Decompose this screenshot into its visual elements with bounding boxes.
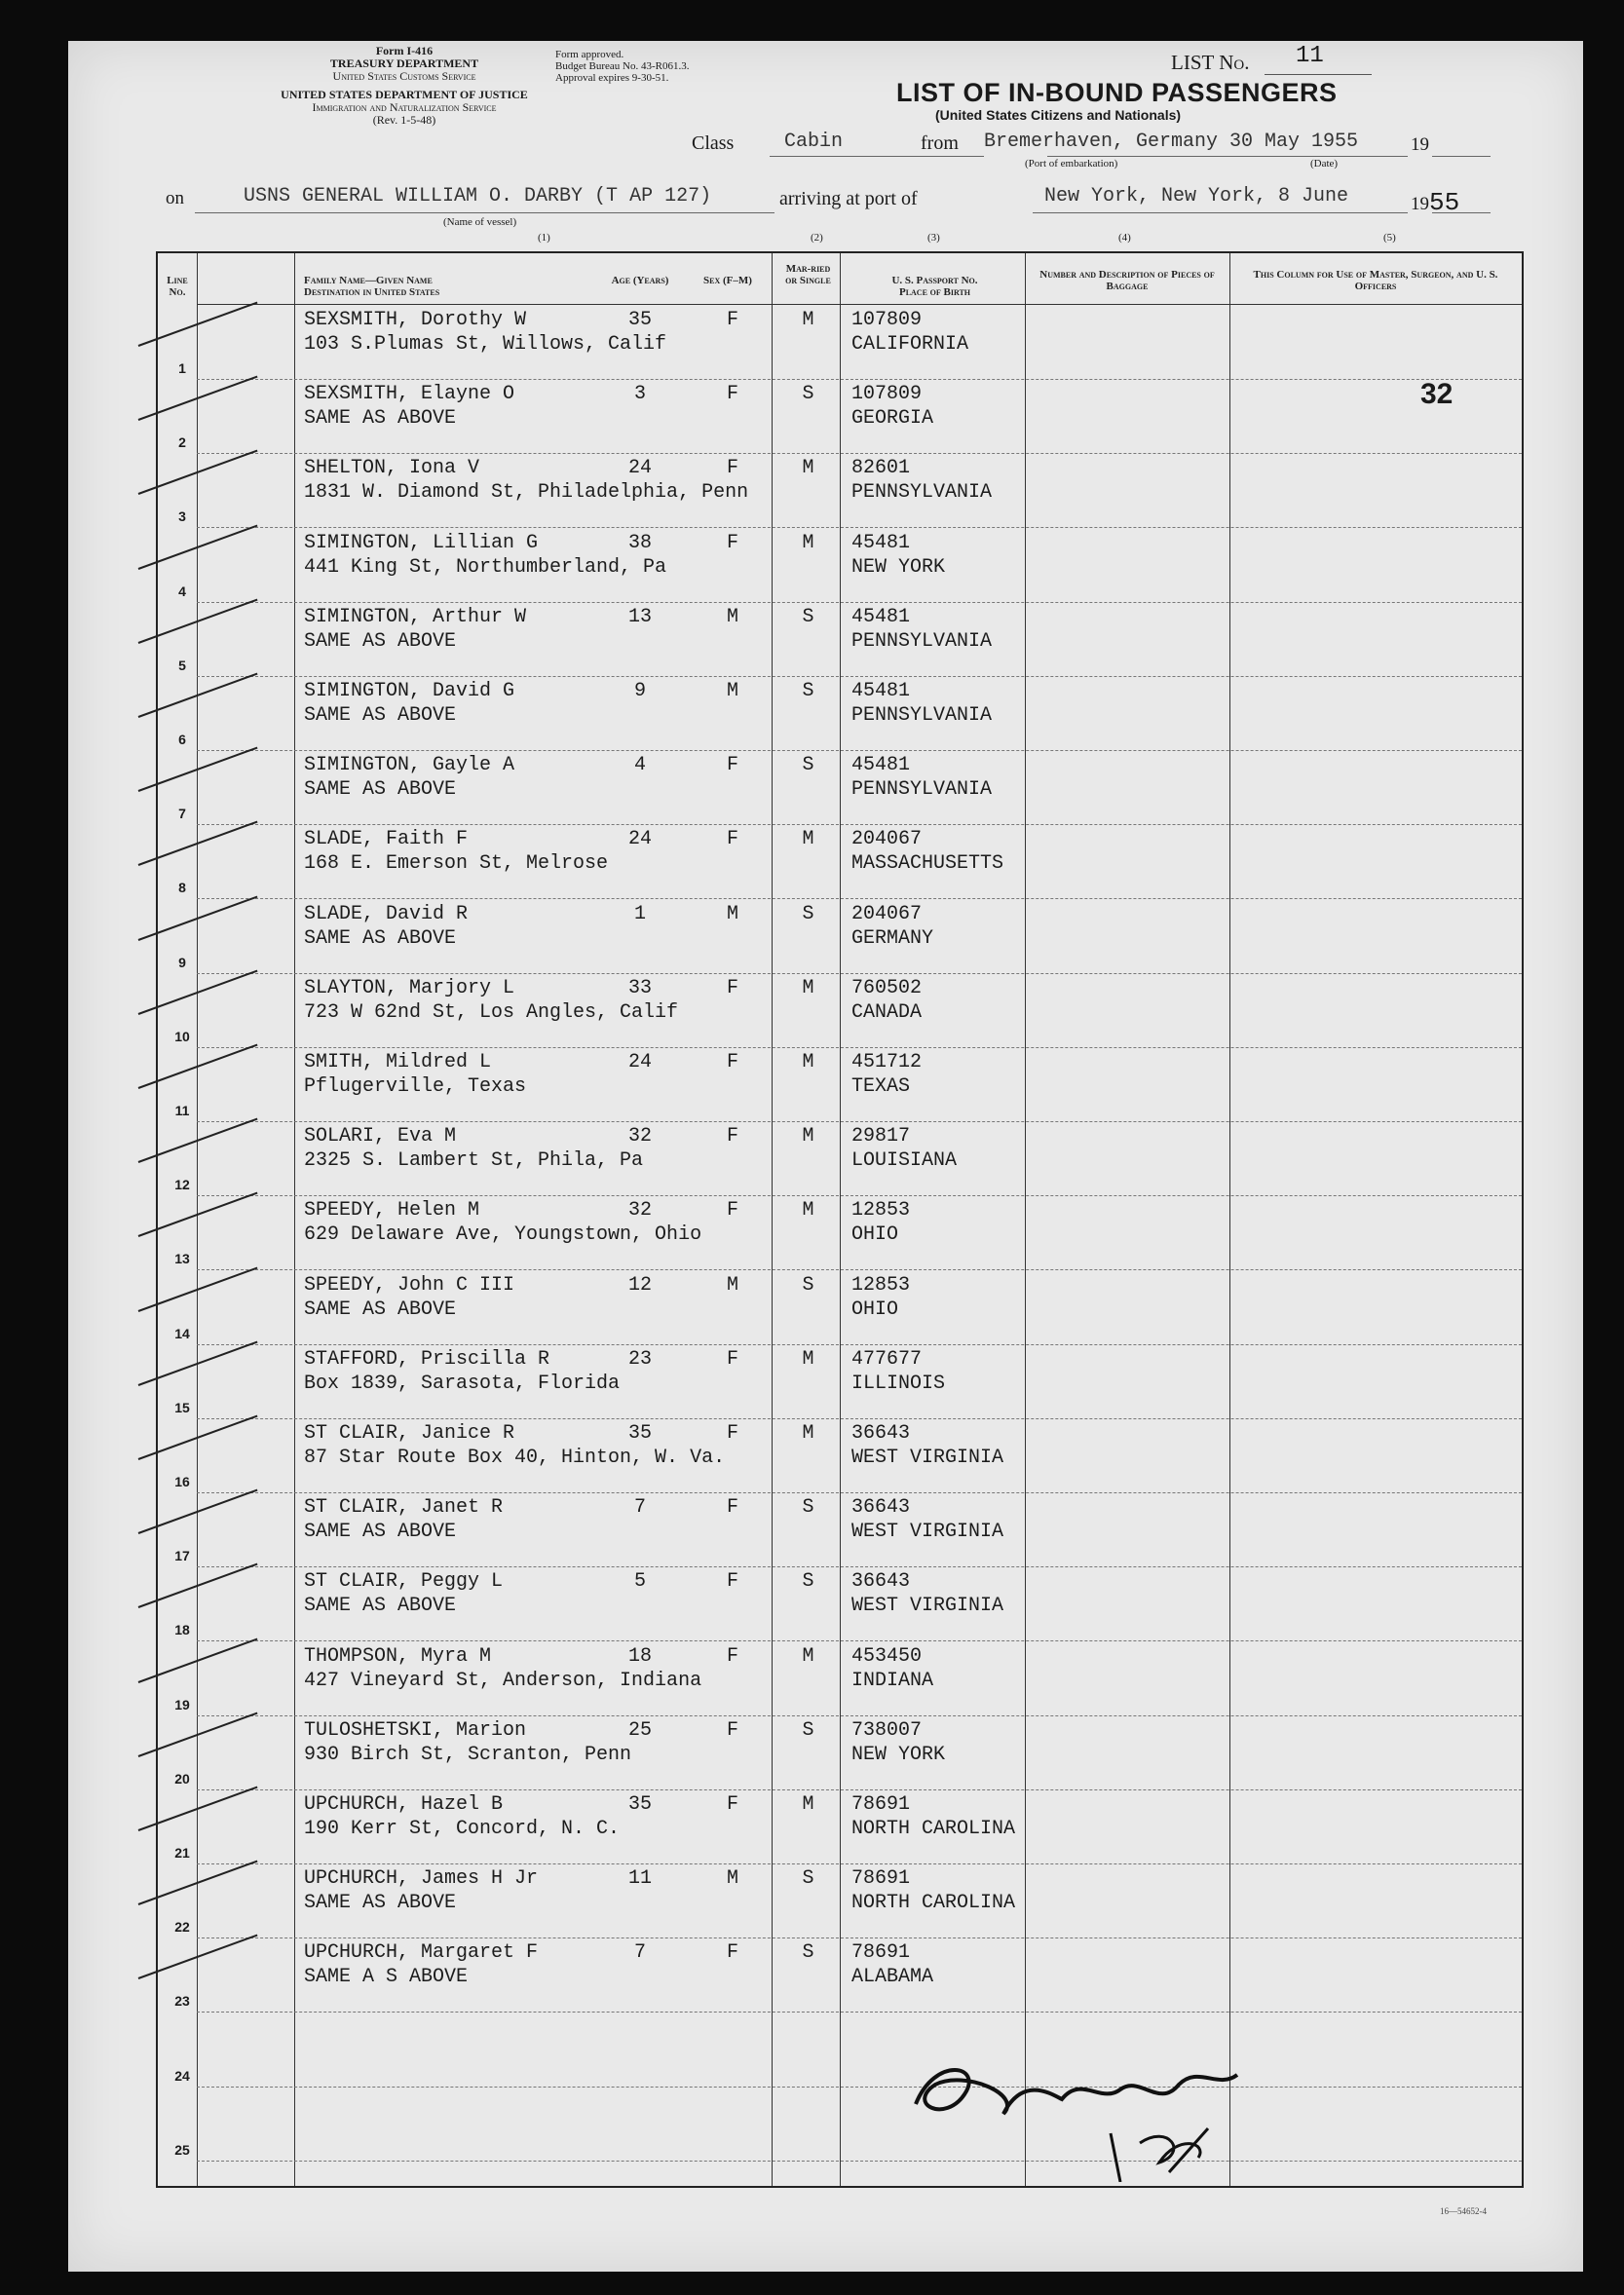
- passenger-age: 11: [627, 1867, 652, 1891]
- handwritten-check-mark: [138, 821, 258, 866]
- place-of-birth: WEST VIRGINIA: [851, 1521, 1004, 1544]
- handwritten-check-mark: [138, 1935, 258, 1979]
- table-row: [158, 306, 1522, 380]
- passenger-name: STAFFORD, Priscilla R: [304, 1347, 550, 1371]
- passport-number: 36643: [851, 1422, 911, 1445]
- place-of-birth: GEORGIA: [851, 407, 934, 431]
- handwritten-check-mark: [138, 598, 258, 643]
- place-of-birth: CANADA: [851, 1000, 923, 1024]
- handwritten-check-mark: [138, 1118, 258, 1163]
- place-of-birth: PENNSYLVANIA: [851, 778, 993, 802]
- column-number: (4): [1118, 232, 1131, 244]
- passenger-age: 32: [627, 1199, 652, 1223]
- passenger-sex: F: [726, 976, 738, 999]
- page-count-annotation: 32: [1420, 378, 1454, 410]
- passenger-age: 23: [627, 1347, 652, 1371]
- marital-status: S: [802, 902, 814, 925]
- header-line-no: [158, 275, 197, 298]
- passport-number: 45481: [851, 605, 911, 628]
- place-of-birth: NORTH CAROLINA: [851, 1892, 1016, 1915]
- passenger-address: 1831 W. Diamond St, Philadelphia, Penn: [304, 481, 749, 505]
- table-row: [158, 900, 1522, 974]
- passport-number: 45481: [851, 531, 911, 554]
- line-number: 6: [178, 732, 186, 747]
- class-underline: [770, 156, 984, 157]
- from-label: from: [921, 132, 959, 154]
- passenger-name: SIMINGTON, Lillian G: [304, 531, 539, 554]
- header-age: [601, 275, 679, 286]
- vessel-value: USNS GENERAL WILLIAM O. DARBY (T AP 127): [244, 185, 712, 207]
- passenger-address: 168 E. Emerson St, Melrose: [304, 852, 609, 876]
- header-age-text: Age (Years): [611, 275, 669, 286]
- passenger-sex: M: [726, 1273, 738, 1297]
- arrival-underline: [1033, 212, 1408, 213]
- place-of-birth: TEXAS: [851, 1075, 911, 1098]
- page-title: LIST OF IN-BOUND PASSENGERS: [896, 78, 1338, 107]
- marital-status: M: [802, 457, 814, 480]
- handwritten-check-mark: [138, 302, 258, 347]
- handwritten-check-mark: [138, 524, 258, 569]
- passenger-name: SLADE, Faith F: [304, 828, 469, 851]
- passenger-age: 9: [633, 680, 646, 702]
- place-of-birth: NORTH CAROLINA: [851, 1818, 1016, 1840]
- passenger-sex: F: [726, 754, 738, 777]
- place-of-birth: ALABAMA: [851, 1966, 934, 1989]
- line-number: 17: [174, 1548, 190, 1564]
- passenger-sex: F: [726, 1347, 738, 1371]
- passenger-age: 38: [627, 531, 652, 554]
- line-number: 25: [174, 2141, 190, 2158]
- passport-number: 107809: [851, 383, 923, 406]
- approval-line: Budget Bureau No. 43-R061.3.: [555, 60, 690, 72]
- line-number: 9: [178, 954, 186, 970]
- row-divider: [197, 2161, 1522, 2162]
- line-number: 23: [174, 1993, 190, 2010]
- passenger-name: SIMINGTON, Arthur W: [304, 605, 527, 628]
- passenger-name: TULOSHETSKI, Marion: [304, 1718, 527, 1742]
- passport-number: 36643: [851, 1496, 911, 1520]
- handwritten-check-mark: [138, 1192, 258, 1237]
- passenger-name: ST CLAIR, Peggy L: [304, 1570, 504, 1594]
- passenger-name: UPCHURCH, Margaret F: [304, 1941, 539, 1965]
- header-name: [294, 275, 538, 298]
- passenger-address: SAME A S ABOVE: [304, 1966, 469, 1989]
- marital-status: S: [802, 680, 814, 702]
- print-code: 16—54652-4: [1440, 2206, 1487, 2216]
- handwritten-check-mark: [138, 673, 258, 718]
- line-number: 3: [178, 508, 186, 525]
- header-passport: [850, 275, 1020, 298]
- passenger-name: SPEEDY, John C III: [304, 1273, 515, 1297]
- handwritten-check-mark: [138, 1861, 258, 1905]
- table-row: [158, 1048, 1522, 1122]
- passenger-address: SAME AS ABOVE: [304, 1298, 457, 1321]
- passenger-address: 930 Birch St, Scranton, Penn: [304, 1743, 632, 1766]
- passenger-sex: F: [726, 383, 738, 406]
- passenger-age: 33: [627, 976, 652, 999]
- passport-number: 29817: [851, 1125, 911, 1148]
- table-row: [158, 1716, 1522, 1790]
- marital-status: M: [802, 1125, 814, 1148]
- justice-department: UNITED STATES DEPARTMENT OF JUSTICE: [281, 88, 528, 101]
- passenger-sex: F: [726, 1125, 738, 1148]
- approval-line: Form approved.: [555, 49, 624, 60]
- handwritten-check-mark: [138, 747, 258, 792]
- header-passport-text: U. S. Passport No.: [891, 275, 978, 286]
- passport-number: 477677: [851, 1347, 923, 1371]
- header-sex: [694, 275, 762, 286]
- table-row: [158, 529, 1522, 603]
- header-destination-text: Destination in United States: [304, 286, 440, 298]
- passenger-sex: F: [726, 1941, 738, 1965]
- passenger-address: 190 Kerr St, Concord, N. C.: [304, 1818, 621, 1840]
- place-of-birth: PENNSYLVANIA: [851, 704, 993, 727]
- passenger-address: 2325 S. Lambert St, Phila, Pa: [304, 1149, 644, 1173]
- passenger-name: UPCHURCH, James H Jr: [304, 1867, 539, 1891]
- table-row: [158, 1864, 1522, 1938]
- line-number: 18: [174, 1622, 190, 1638]
- revision: (Rev. 1-5-48): [372, 113, 436, 127]
- form-identification: [224, 45, 585, 127]
- place-of-birth: LOUISIANA: [851, 1149, 958, 1173]
- line-number: 24: [174, 2067, 190, 2084]
- header-sex-text: Sex (F–M): [703, 275, 752, 286]
- passenger-name: ST CLAIR, Janice R: [304, 1422, 515, 1445]
- line-number: 8: [178, 880, 186, 896]
- passenger-name: UPCHURCH, Hazel B: [304, 1793, 504, 1816]
- header-divider: [197, 304, 1522, 305]
- place-of-birth: MASSACHUSETTS: [851, 852, 1004, 876]
- passenger-age: 24: [627, 457, 652, 480]
- passenger-age: 24: [627, 828, 652, 851]
- table-row: [158, 751, 1522, 825]
- handwritten-check-mark: [138, 1489, 258, 1534]
- passport-number: 204067: [851, 828, 923, 851]
- embarkation-value: Bremerhaven, Germany 30 May 1955: [984, 131, 1359, 153]
- treasury-department: TREASURY DEPARTMENT: [329, 56, 479, 70]
- passenger-sex: F: [726, 1422, 738, 1445]
- page-subtitle: (United States Citizens and Nationals): [935, 107, 1182, 123]
- passenger-name: SLAYTON, Marjory L: [304, 976, 515, 999]
- header-name-text: Family Name—Given Name: [304, 275, 433, 286]
- line-number: 19: [174, 1696, 190, 1712]
- passenger-age: 35: [627, 1793, 652, 1816]
- passenger-table: [156, 251, 1524, 2188]
- passport-number: 78691: [851, 1941, 911, 1965]
- table-row: [158, 1938, 1522, 2013]
- place-of-birth: CALIFORNIA: [851, 333, 969, 356]
- table-row: [158, 2013, 1522, 2088]
- marital-status: S: [802, 383, 814, 406]
- customs-service: United States Customs Service: [332, 69, 476, 83]
- passenger-sex: M: [726, 1867, 738, 1891]
- passenger-address: SAME AS ABOVE: [304, 926, 457, 950]
- marital-status: M: [802, 309, 814, 331]
- marital-status: M: [802, 1793, 814, 1816]
- line-number: 22: [174, 1919, 190, 1936]
- place-of-birth: PENNSYLVANIA: [851, 481, 993, 505]
- marital-status: S: [802, 754, 814, 777]
- column-number: (3): [927, 232, 940, 244]
- passenger-name: THOMPSON, Myra M: [304, 1644, 492, 1668]
- passenger-address: SAME AS ABOVE: [304, 1595, 457, 1618]
- passenger-age: 24: [627, 1051, 652, 1073]
- passenger-address: SAME AS ABOVE: [304, 1521, 457, 1544]
- passenger-age: 7: [633, 1496, 646, 1520]
- handwritten-check-mark: [138, 1340, 258, 1385]
- passenger-name: SPEEDY, Helen M: [304, 1199, 480, 1223]
- passenger-sex: F: [726, 828, 738, 851]
- marital-status: M: [802, 1199, 814, 1223]
- handwritten-check-mark: [138, 1415, 258, 1460]
- line-number: 4: [178, 583, 186, 599]
- table-row: [158, 1419, 1522, 1493]
- place-of-birth: OHIO: [851, 1223, 899, 1247]
- passenger-sex: F: [726, 1644, 738, 1668]
- line-number: 12: [174, 1177, 190, 1193]
- passenger-address: SAME AS ABOVE: [304, 1892, 457, 1915]
- date-caption: (Date): [1310, 158, 1339, 169]
- line-number: 11: [174, 1103, 190, 1118]
- passport-number: 12853: [851, 1199, 911, 1223]
- marital-status: S: [802, 1273, 814, 1297]
- passenger-age: 12: [627, 1273, 652, 1297]
- vessel-underline: [195, 212, 774, 213]
- place-of-birth: WEST VIRGINIA: [851, 1595, 1004, 1618]
- passenger-address: SAME AS ABOVE: [304, 778, 457, 802]
- embarkation-underline: [1047, 156, 1408, 157]
- handwritten-signature: [877, 2036, 1286, 2182]
- marital-status: M: [802, 1051, 814, 1073]
- handwritten-check-mark: [138, 1044, 258, 1089]
- passenger-sex: F: [726, 1199, 738, 1223]
- marital-status: S: [802, 1570, 814, 1594]
- passenger-age: 32: [627, 1125, 652, 1148]
- passenger-sex: F: [726, 457, 738, 480]
- arrival-year-prefix: 19: [1411, 194, 1429, 214]
- table-row: [158, 1122, 1522, 1196]
- line-number: 10: [174, 1028, 190, 1044]
- passenger-address: 629 Delaware Ave, Youngstown, Ohio: [304, 1223, 702, 1247]
- handwritten-check-mark: [138, 1787, 258, 1831]
- passport-number: 36643: [851, 1570, 911, 1594]
- approval-line: Approval expires 9-30-51.: [555, 72, 669, 84]
- passenger-sex: F: [726, 1718, 738, 1742]
- passenger-name: SOLARI, Eva M: [304, 1125, 457, 1148]
- line-number: 20: [174, 1770, 190, 1787]
- handwritten-check-mark: [138, 895, 258, 940]
- passenger-address: Box 1839, Sarasota, Florida: [304, 1372, 621, 1395]
- class-label: Class: [692, 132, 735, 154]
- passport-number: 45481: [851, 680, 911, 702]
- passenger-name: SMITH, Mildred L: [304, 1051, 492, 1073]
- budget-approval: [555, 49, 689, 84]
- passenger-sex: F: [726, 1051, 738, 1073]
- table-row: [158, 1196, 1522, 1270]
- passport-number: 12853: [851, 1273, 911, 1297]
- table-row: [158, 603, 1522, 677]
- marital-status: M: [802, 1422, 814, 1445]
- passenger-name: SEXSMITH, Dorothy W: [304, 309, 527, 331]
- on-label: on: [166, 188, 184, 208]
- line-number: 5: [178, 657, 186, 673]
- passenger-sex: F: [726, 1570, 738, 1594]
- table-row: [158, 825, 1522, 899]
- column-number: (2): [811, 232, 823, 244]
- passport-number: 45481: [851, 754, 911, 777]
- table-row: [158, 1345, 1522, 1419]
- marital-status: S: [802, 1867, 814, 1891]
- passenger-name: ST CLAIR, Janet R: [304, 1496, 504, 1520]
- list-number-underline: [1265, 74, 1372, 75]
- vessel-caption: (Name of vessel): [443, 216, 517, 228]
- line-number: 21: [174, 1845, 190, 1861]
- handwritten-check-mark: [138, 1637, 258, 1682]
- arrival-year-underline: [1432, 212, 1491, 213]
- table-row: [158, 454, 1522, 528]
- handwritten-check-mark: [138, 1266, 258, 1311]
- passenger-address: SAME AS ABOVE: [304, 704, 457, 727]
- list-number-value: 11: [1296, 43, 1324, 69]
- table-row: [158, 1493, 1522, 1567]
- marital-status: S: [802, 1941, 814, 1965]
- passenger-name: SLADE, David R: [304, 902, 469, 925]
- port-caption: (Port of embarkation): [1025, 158, 1118, 169]
- arriving-label: arriving at port of: [779, 188, 918, 209]
- place-of-birth: WEST VIRGINIA: [851, 1447, 1004, 1469]
- class-value: Cabin: [784, 131, 844, 153]
- header-baggage: [1030, 269, 1225, 292]
- table-row: [158, 974, 1522, 1048]
- line-number: 15: [174, 1399, 190, 1415]
- handwritten-check-mark: [138, 450, 258, 495]
- place-of-birth: GERMANY: [851, 926, 934, 950]
- marital-status: S: [802, 605, 814, 628]
- passenger-name: SHELTON, Iona V: [304, 457, 480, 480]
- passenger-age: 35: [627, 1422, 652, 1445]
- year-prefix: 19: [1411, 134, 1429, 155]
- passport-number: 738007: [851, 1718, 923, 1742]
- passport-number: 453450: [851, 1644, 923, 1668]
- passenger-address: 427 Vineyard St, Anderson, Indiana: [304, 1669, 702, 1692]
- passenger-name: SIMINGTON, David G: [304, 680, 515, 702]
- line-number: 7: [178, 806, 186, 822]
- handwritten-check-mark: [138, 1563, 258, 1608]
- passport-number: 78691: [851, 1867, 911, 1891]
- passport-number: 107809: [851, 309, 923, 331]
- column-number: (1): [538, 232, 550, 244]
- handwritten-check-mark: [138, 376, 258, 421]
- passport-number: 204067: [851, 902, 923, 925]
- arrival-year-value: 55: [1429, 188, 1460, 217]
- table-row: [158, 677, 1522, 751]
- marital-status: M: [802, 531, 814, 554]
- passenger-address: 103 S.Plumas St, Willows, Calif: [304, 333, 667, 356]
- passenger-sex: F: [726, 1793, 738, 1816]
- handwritten-check-mark: [138, 969, 258, 1014]
- table-row: [158, 1567, 1522, 1641]
- passenger-address: 723 W 62nd St, Los Angles, Calif: [304, 1000, 679, 1024]
- form-number: Form I-416: [375, 44, 434, 57]
- passenger-address: SAME AS ABOVE: [304, 629, 457, 653]
- passenger-age: 1: [633, 902, 646, 925]
- marital-status: M: [802, 1347, 814, 1371]
- passenger-sex: M: [726, 902, 738, 925]
- arrival-value: New York, New York, 8 June: [1044, 185, 1349, 207]
- marital-status: S: [802, 1496, 814, 1520]
- marital-status: M: [802, 1644, 814, 1668]
- line-number: 16: [174, 1474, 190, 1489]
- passenger-age: 18: [627, 1644, 652, 1668]
- passenger-address: 87 Star Route Box 40, Hinton, W. Va.: [304, 1447, 726, 1469]
- header-line-no-text: Line No.: [167, 275, 188, 298]
- line-number: 14: [174, 1325, 190, 1341]
- line-number: 13: [174, 1251, 190, 1267]
- passenger-sex: M: [726, 605, 738, 628]
- place-of-birth: OHIO: [851, 1298, 899, 1321]
- ins-service: Immigration and Naturalization Service: [312, 100, 497, 114]
- header-birthplace-text: Place of Birth: [898, 286, 971, 298]
- place-of-birth: PENNSYLVANIA: [851, 629, 993, 653]
- table-row: [158, 1271, 1522, 1345]
- passenger-age: 7: [633, 1941, 646, 1965]
- header-baggage-text: Number and Description of Pieces of Baggage: [1039, 269, 1215, 292]
- passport-number: 82601: [851, 457, 911, 480]
- year-underline: [1432, 156, 1491, 157]
- passport-number: 78691: [851, 1793, 911, 1816]
- passenger-age: 3: [633, 383, 646, 406]
- marital-status: S: [802, 1718, 814, 1742]
- list-number-label: LIST No.: [1171, 51, 1250, 74]
- passenger-sex: F: [726, 309, 738, 331]
- passenger-age: 13: [627, 605, 652, 628]
- passenger-age: 35: [627, 309, 652, 331]
- table-row: [158, 380, 1522, 454]
- column-number: (5): [1383, 232, 1396, 244]
- place-of-birth: NEW YORK: [851, 1743, 946, 1766]
- header-married: [781, 263, 835, 286]
- passenger-age: 4: [633, 754, 646, 777]
- header-officers: [1239, 269, 1512, 292]
- passenger-age: 25: [627, 1718, 652, 1742]
- place-of-birth: ILLINOIS: [851, 1372, 946, 1395]
- place-of-birth: NEW YORK: [851, 555, 946, 579]
- marital-status: M: [802, 976, 814, 999]
- line-number: 2: [178, 434, 186, 451]
- passenger-sex: F: [726, 531, 738, 554]
- passport-number: 760502: [851, 976, 923, 999]
- table-row: [158, 1790, 1522, 1864]
- passenger-name: SIMINGTON, Gayle A: [304, 754, 515, 777]
- handwritten-check-mark: [138, 1712, 258, 1756]
- passenger-address: SAME AS ABOVE: [304, 407, 457, 431]
- passenger-sex: M: [726, 680, 738, 702]
- passenger-age: 5: [633, 1570, 646, 1594]
- place-of-birth: INDIANA: [851, 1669, 934, 1692]
- header-married-text: Mar-ried or Single: [785, 263, 831, 286]
- passenger-name: SEXSMITH, Elayne O: [304, 383, 515, 406]
- passport-number: 451712: [851, 1051, 923, 1073]
- table-row: [158, 2088, 1522, 2162]
- passenger-sex: F: [726, 1496, 738, 1520]
- line-number: 1: [178, 360, 186, 376]
- passenger-address: Pflugerville, Texas: [304, 1075, 527, 1098]
- marital-status: M: [802, 828, 814, 851]
- table-row: [158, 1642, 1522, 1716]
- passenger-address: 441 King St, Northumberland, Pa: [304, 555, 667, 579]
- header-officers-text: This Column for Use of Master, Surgeon, and U. S. Officers: [1253, 269, 1498, 292]
